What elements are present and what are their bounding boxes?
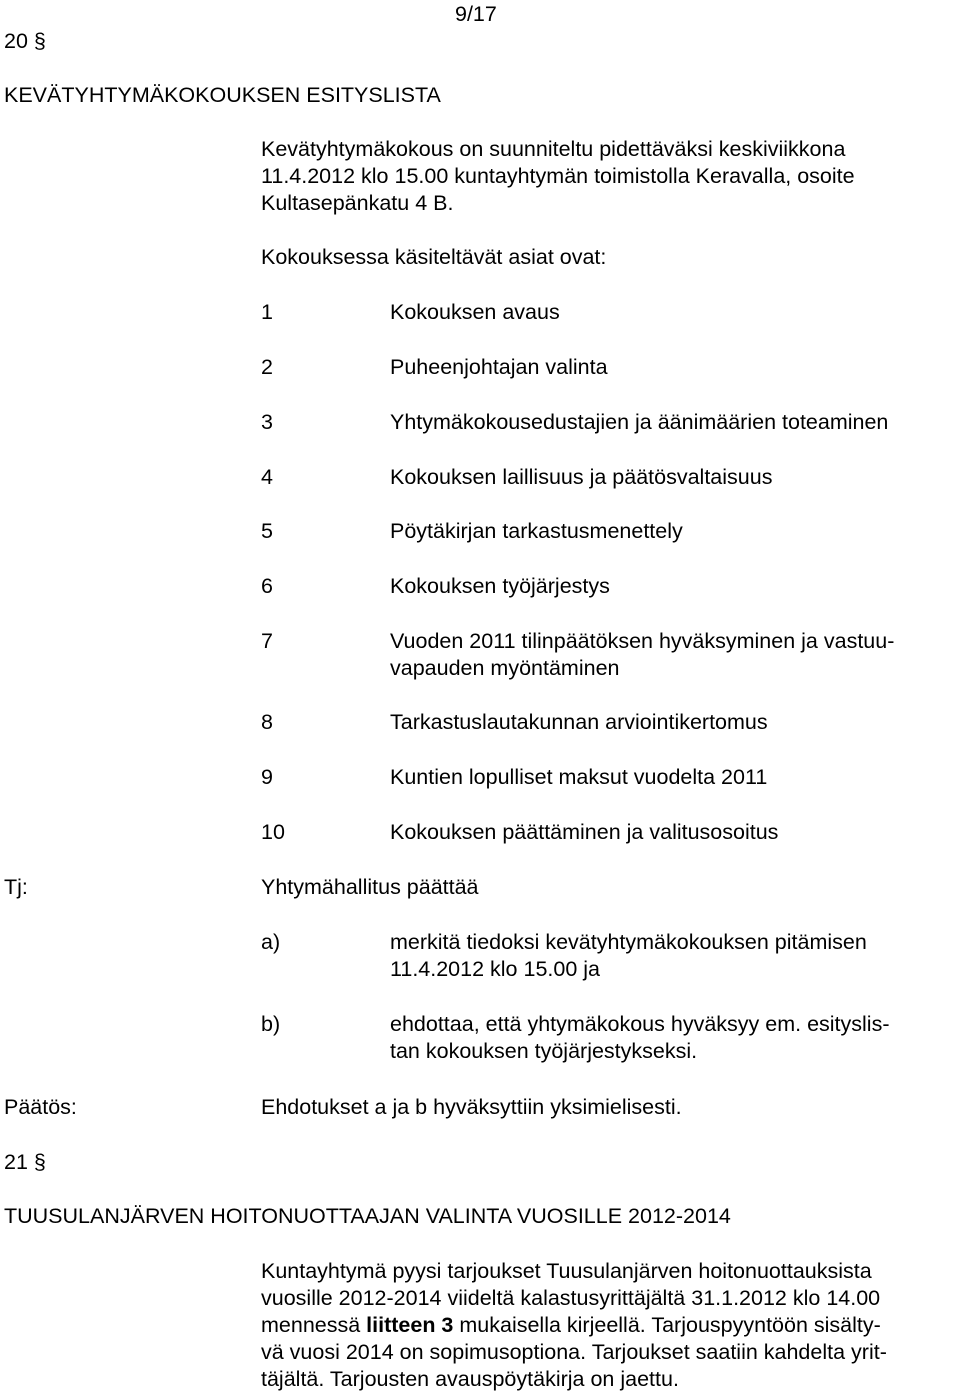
agenda-item-text: Kokouksen työjärjestys	[390, 574, 610, 598]
paragraph-line	[261, 1312, 957, 1339]
agenda-item-number: 9	[261, 765, 273, 789]
agenda-item-text: Kokouksen laillisuus ja päätösvaltaisuus	[390, 465, 773, 489]
agenda-item-number: 6	[261, 574, 273, 598]
intro-line: Kultasepänkatu 4 B.	[261, 191, 454, 215]
proposal-text: merkitä tiedoksi kevätyhtymäkokouksen pitämisen	[390, 930, 867, 954]
agenda-item-text: vapauden myöntäminen	[390, 656, 620, 680]
agenda-item-number: 1	[261, 300, 273, 324]
page-number: 9/17	[455, 2, 497, 26]
section-20-intro	[261, 136, 957, 217]
tj-text: Yhtymähallitus päättää	[261, 875, 479, 899]
agenda-heading: Kokouksessa käsiteltävät asiat ovat:	[261, 245, 607, 269]
agenda-item-text: Puheenjohtajan valinta	[390, 355, 608, 379]
section-20-number: 20 §	[4, 29, 46, 53]
proposal-label: b)	[261, 1012, 281, 1036]
agenda-item-number: 10	[261, 820, 285, 844]
agenda-item-number: 5	[261, 519, 273, 543]
agenda-item-number: 7	[261, 629, 273, 653]
agenda-item-number: 4	[261, 465, 273, 489]
proposal-label: a)	[261, 930, 281, 954]
decision-text: Ehdotukset a ja b hyväksyttiin yksimielisesti.	[261, 1095, 682, 1119]
agenda-item-text: Kuntien lopulliset maksut vuodelta 2011	[390, 765, 768, 789]
paragraph-line: vä vuosi 2014 on sopimusoptiona. Tarjoukset saatiin kahdelta yrit-	[261, 1340, 887, 1364]
section-20-title: KEVÄTYHTYMÄKOKOUKSEN ESITYSLISTA	[4, 83, 441, 107]
paragraph-line: täjältä. Tarjousten avauspöytäkirja on jaettu.	[261, 1367, 679, 1391]
section-21-number: 21 §	[4, 1150, 46, 1174]
agenda-item-number: 3	[261, 410, 273, 434]
agenda-item-text: Yhtymäkokousedustajien ja äänimäärien toteaminen	[390, 410, 889, 434]
paragraph-line: Kuntayhtymä pyysi tarjoukset Tuusulanjärven hoitonuottauksista	[261, 1259, 872, 1283]
paragraph-text: mennessä	[261, 1313, 367, 1337]
agenda-item-text: Vuoden 2011 tilinpäätöksen hyväksyminen ja vastuu-	[390, 629, 895, 653]
attachment-reference: liitteen 3	[366, 1313, 454, 1337]
proposal-text: 11.4.2012 klo 15.00 ja	[390, 957, 600, 981]
agenda-item-text: Tarkastuslautakunnan arviointikertomus	[390, 710, 768, 734]
paragraph-text: mukaisella kirjeellä. Tarjouspyyntöön sisälty-	[453, 1313, 881, 1337]
intro-line: 11.4.2012 klo 15.00 kuntayhtymän toimistolla Keravalla, osoite	[261, 164, 855, 188]
section-21-title: TUUSULANJÄRVEN HOITONUOTTAAJAN VALINTA VUOSILLE 2012-2014	[4, 1204, 731, 1228]
agenda-item-number: 8	[261, 710, 273, 734]
agenda-item-text: Pöytäkirjan tarkastusmenettely	[390, 519, 683, 543]
decision-label: Päätös:	[4, 1095, 77, 1119]
agenda-item-text: Kokouksen päättäminen ja valitusosoitus	[390, 820, 779, 844]
paragraph-line: vuosille 2012-2014 viideltä kalastusyrittäjältä 31.1.2012 klo 14.00	[261, 1286, 881, 1310]
proposal-text: tan kokouksen työjärjestykseksi.	[390, 1039, 698, 1063]
section-21-paragraph	[261, 1258, 957, 1393]
agenda-item-number: 2	[261, 355, 273, 379]
intro-line: Kevätyhtymäkokous on suunniteltu pidettäväksi keskiviikkona	[261, 137, 846, 161]
agenda-item-text: Kokouksen avaus	[390, 300, 560, 324]
tj-label: Tj:	[4, 875, 28, 899]
proposal-text: ehdottaa, että yhtymäkokous hyväksyy em. esityslis-	[390, 1012, 890, 1036]
